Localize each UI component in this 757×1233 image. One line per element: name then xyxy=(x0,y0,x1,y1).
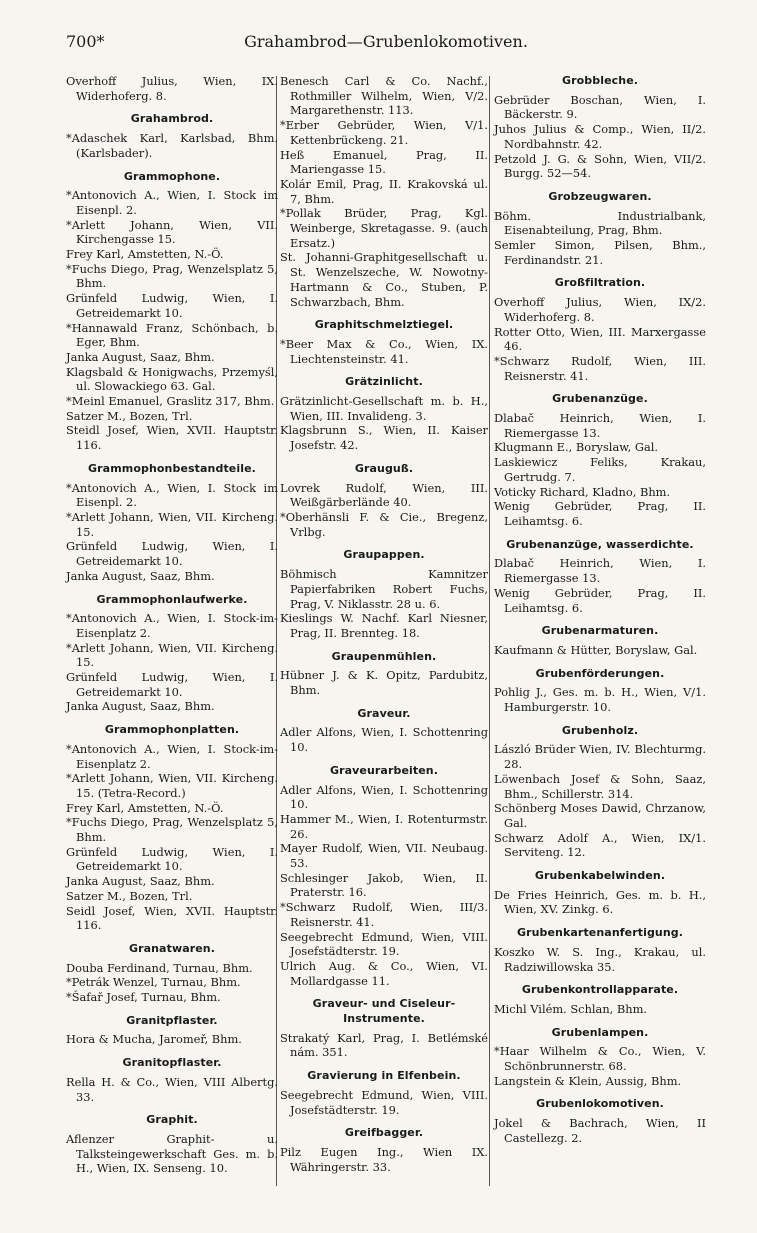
directory-entry: *Antonovich A., Wien, I. Stock im Eisenpl. 2. xyxy=(66,480,278,510)
directory-entry: Böhmisch Kamnitzer Papierfabriken Robert Fuchs, Prag, V. Niklasstr. 28 u. 6. xyxy=(280,567,488,611)
directory-entry: Grünfeld Ludwig, Wien, I. Getreidemarkt 10. xyxy=(66,539,278,569)
section-heading: Grubenarmaturen. xyxy=(541,624,659,638)
directory-entry: Rotter Otto, Wien, III. Marxergasse 46. xyxy=(494,324,706,354)
directory-entry: Seidl Josef, Wien, XVII. Hauptstr. 116. xyxy=(66,903,278,933)
directory-entry: Seegebrecht Edmund, Wien, VIII. Josefstädterstr. 19. xyxy=(280,929,488,959)
directory-entry: Klugmann E., Boryslaw, Gal. xyxy=(494,440,659,455)
directory-entry: Dlabač Heinrich, Wien, I. Riemergasse 13. xyxy=(494,556,706,586)
section-heading: Grubenkabelwinden. xyxy=(534,869,666,883)
directory-entry: Schlesinger Jakob, Wien, II. Praterstr. 16. xyxy=(280,870,488,900)
directory-entry: Seegebrecht Edmund, Wien, VIII. Josefstädterstr. 19. xyxy=(280,1087,488,1117)
section-heading: Grubenförderungen. xyxy=(535,666,665,680)
directory-entry: *Meinl Emanuel, Graslitz 317, Bhm. xyxy=(66,394,275,409)
directory-entry: Frey Karl, Amstetten, N.-Ö. xyxy=(66,247,224,262)
directory-entry: *Fuchs Diego, Prag, Wenzelsplatz 5, Bhm. xyxy=(66,261,278,291)
directory-entry: *Antonovich A., Wien, I. Stock-im-Eisenplatz 2. xyxy=(66,741,278,771)
directory-entry: Janka August, Saaz, Bhm. xyxy=(66,568,215,583)
directory-entry: *Antonovich A., Wien, I. Stock-im-Eisenplatz 2. xyxy=(66,611,278,640)
directory-entry: *Haar Wilhelm & Co., Wien, V. Schönbrunnerstr. 68. xyxy=(494,1044,706,1074)
directory-entry: De Fries Heinrich, Ges. m. b. H., Wien, XV. Zinkg. 6. xyxy=(494,887,706,917)
directory-entry: *Adaschek Karl, Karlsbad, Bhm. (Karlsbader). xyxy=(66,131,278,160)
directory-entry: *Petrák Wenzel, Turnau, Bhm. xyxy=(66,975,241,990)
section-heading: Grubenholz. xyxy=(561,723,639,737)
directory-entry: Schönberg Moses Dawid, Chrzanow, Gal. xyxy=(494,801,706,830)
directory-entry: Löwenbach Josef & Sohn, Saaz, Bhm., Schillerstr. 314. xyxy=(494,771,706,801)
directory-entry: Mayer Rudolf, Wien, VII. Neubaug. 53. xyxy=(280,841,488,871)
directory-entry: *Schwarz Rudolf, Wien, III/3. Reisnerstr. 41. xyxy=(280,900,488,929)
directory-entry: Steidl Josef, Wien, XVII. Hauptstr. 116. xyxy=(66,423,278,453)
section-heading: Grubenanzüge, wasserdichte. xyxy=(506,537,694,551)
section-heading: Grubenanzüge. xyxy=(552,392,648,406)
directory-entry: László Brüder Wien, IV. Blechturmg. 28. xyxy=(494,742,706,772)
section-heading: Grubenlampen. xyxy=(551,1025,649,1039)
section-heading: Granitpflaster. xyxy=(126,1013,218,1027)
section-heading: Graveur. xyxy=(357,706,411,720)
directory-entry: Ulrich Aug. & Co., Wien, VI. Mollardgasse 11. xyxy=(280,958,488,988)
directory-entry: Benesch Carl & Co. Nachf., Rothmiller Wilhelm, Wien, V/2. Margarethenstr. 113. xyxy=(280,74,488,118)
section-heading: Grobbleche. xyxy=(561,74,639,87)
directory-entry: Overhoff Julius, Wien, IX. Widerhoferg. 8. xyxy=(66,74,278,103)
directory-entry: *Schwarz Rudolf, Wien, III. Reisnerstr. 41. xyxy=(494,353,706,383)
directory-entry: *Arlett Johann, Wien, VII. Kirchengasse 15. xyxy=(66,217,278,247)
section-heading: Gravierung in Elfenbein. xyxy=(307,1069,461,1083)
section-heading: Graveur- und Ciseleur-Instrumente. xyxy=(312,997,456,1026)
section-heading: Graupenmühlen. xyxy=(331,649,437,663)
directory-entry: *Beer Max & Co., Wien, IX. Liechtensteinstr. 41. xyxy=(280,336,488,366)
directory-entry: Böhm. Industrialbank, Eisenabteilung, Prag, Bhm. xyxy=(494,208,706,238)
section-heading: Graphit. xyxy=(146,1113,198,1127)
directory-entry: Kaufmann & Hütter, Boryslaw, Gal. xyxy=(494,642,698,657)
directory-entry: *Arlett Johann, Wien, VII. Kircheng. 15. xyxy=(66,509,278,539)
directory-entry: Grätzinlicht-Gesellschaft m. b. H., Wien, III. Invalideng. 3. xyxy=(280,394,488,423)
directory-entry: Dlabač Heinrich, Wien, I. Riemergasse 13. xyxy=(494,411,706,440)
directory-entry: Strakatý Karl, Prag, I. Betlémské nám. 351. xyxy=(280,1030,488,1060)
directory-entry: Grünfeld Ludwig, Wien, I. Getreidemarkt 10. xyxy=(66,844,278,874)
directory-entry: Pohlig J., Ges. m. b. H., Wien, V/1. Hamburgerstr. 10. xyxy=(494,685,706,715)
section-heading: Grubenlokomotiven. xyxy=(536,1097,664,1111)
directory-entry: Adler Alfons, Wien, I. Schottenring 10. xyxy=(280,725,488,755)
running-title: Grahambrod—Grubenlokomotiven. xyxy=(244,32,528,51)
directory-entry: *Arlett Johann, Wien, VII. Kircheng. 15. (Tetra-Record.) xyxy=(66,771,278,800)
directory-entry: Langstein & Klein, Aussig, Bhm. xyxy=(494,1073,682,1088)
directory-entry: Voticky Richard, Kladno, Bhm. xyxy=(494,484,671,499)
directory-entry: *Šafař Josef, Turnau, Bhm. xyxy=(66,990,221,1005)
directory-entry: *Oberhänsli F. & Cie., Bregenz, Vrlbg. xyxy=(280,509,488,539)
section-heading: Grätzinlicht. xyxy=(345,375,423,389)
directory-entry: Janka August, Saaz, Bhm. xyxy=(66,699,215,714)
directory-entry: *Erber Gebrüder, Wien, V/1. Kettenbrückeng. 21. xyxy=(280,118,488,147)
section-heading: Granatwaren. xyxy=(128,941,216,955)
section-heading: Grammophone. xyxy=(123,169,221,183)
page-header xyxy=(66,32,706,56)
directory-entry: Heß Emanuel, Prag, II. Mariengasse 15. xyxy=(280,147,488,177)
directory-entry: Laskiewicz Feliks, Krakau, Gertrudg. 7. xyxy=(494,455,706,484)
directory-entry: Grünfeld Ludwig, Wien, I. Getreidemarkt 10. xyxy=(66,291,278,320)
directory-entry: Douba Ferdinand, Turnau, Bhm. xyxy=(66,960,253,975)
directory-entry: *Fuchs Diego, Prag, Wenzelsplatz 5, Bhm. xyxy=(66,815,278,845)
directory-entry: Janka August, Saaz, Bhm. xyxy=(66,874,215,889)
section-heading: Graphitschmelztiegel. xyxy=(314,318,454,332)
directory-entry: Frey Karl, Amstetten, N.-Ö. xyxy=(66,800,224,815)
directory-entry: Pilz Eugen Ing., Wien IX. Währingerstr. 33. xyxy=(280,1145,488,1174)
section-heading: Grammophonbestandteile. xyxy=(88,461,256,475)
section-heading: Grubenkontrollapparate. xyxy=(521,983,679,997)
section-heading: Grammophonplatten. xyxy=(104,723,240,737)
directory-entry: Semler Simon, Pilsen, Bhm., Ferdinandstr. 21. xyxy=(494,238,706,267)
column-2 xyxy=(280,74,488,1174)
section-heading: Graupappen. xyxy=(343,548,425,562)
directory-entry: Kieslings W. Nachf. Karl Niesner, Prag, II. Brennteg. 18. xyxy=(280,611,488,640)
directory-entry: Kolár Emil, Prag, II. Krakovská ul. 7, Bhm. xyxy=(280,176,488,206)
directory-entry: Wenig Gebrüder, Prag, II. Leihamtsg. 6. xyxy=(494,585,706,615)
section-heading: Graveurarbeiten. xyxy=(329,763,439,777)
column-1 xyxy=(66,74,278,1176)
directory-entry: *Antonovich A., Wien, I. Stock im Eisenpl. 2. xyxy=(66,188,278,217)
directory-entry: Aflenzer Graphit- u. Talksteingewerkschaft Ges. m. b. H., Wien, IX. Senseng. 10. xyxy=(66,1132,278,1176)
directory-entry: Petzold J. G. & Sohn, Wien, VII/2. Burgg. 52—54. xyxy=(494,151,706,181)
directory-entry: Koszko W. S. Ing., Krakau, ul. Radziwillowska 35. xyxy=(494,944,706,974)
directory-entry: Schwarz Adolf A., Wien, IX/1. Serviteng. 12. xyxy=(494,830,706,860)
directory-entry: *Pollak Brüder, Prag, Kgl. Weinberge, Skretagasse. 9. (auch Ersatz.) xyxy=(280,206,488,250)
directory-entry: Satzer M., Bozen, Trl. xyxy=(66,888,193,903)
directory-entry: Michl Vilém. Schlan, Bhm. xyxy=(494,1001,648,1016)
directory-entry: Klagsbald & Honigwachs, Przemyśl, ul. Slowackiego 63. Gal. xyxy=(66,364,278,394)
directory-entry: Hammer M., Wien, I. Rotenturmstr. 26. xyxy=(280,811,488,841)
directory-entry: Juhos Julius & Comp., Wien, II/2. Nordbahnstr. 42. xyxy=(494,122,706,151)
column-divider xyxy=(489,76,490,1186)
directory-entry: Jokel & Bachrach, Wien, II Castellezg. 2. xyxy=(494,1116,706,1145)
directory-entry: St. Johanni-Graphitgesellschaft u. St. Wenzelszeche, W. Nowotny-Hartmann & Co., Stuben, P. Schwarzbach, Bhm. xyxy=(280,250,488,309)
directory-entry: Overhoff Julius, Wien, IX/2. Widerhoferg. 8. xyxy=(494,295,706,324)
directory-entry: Lovrek Rudolf, Wien, III. Weißgärberlände 40. xyxy=(280,480,488,510)
page-number: 700* xyxy=(66,32,105,51)
directory-entry: Grünfeld Ludwig, Wien, I. Getreidemarkt 10. xyxy=(66,670,278,699)
section-heading: Grubenkartenanfertigung. xyxy=(516,926,684,940)
section-heading: Grahambrod. xyxy=(130,112,214,126)
section-heading: Grobzeugwaren. xyxy=(548,189,652,203)
section-heading: Grammophonlaufwerke. xyxy=(96,592,248,606)
directory-entry: Hübner J. & K. Opitz, Pardubitz, Bhm. xyxy=(280,668,488,698)
directory-entry: Satzer M., Bozen, Trl. xyxy=(66,408,193,423)
directory-entry: *Hannawald Franz, Schönbach, b. Eger, Bhm. xyxy=(66,320,278,350)
section-heading: Granitopflaster. xyxy=(122,1056,222,1070)
directory-entry: Janka August, Saaz, Bhm. xyxy=(66,349,215,364)
directory-entry: Wenig Gebrüder, Prag, II. Leihamtsg. 6. xyxy=(494,499,706,528)
section-heading: Greifbagger. xyxy=(344,1126,424,1140)
section-heading: Grauguß. xyxy=(354,461,414,475)
section-heading: Großfiltration. xyxy=(554,276,646,290)
directory-entry: Klagsbrunn S., Wien, II. Kaiser Josefstr. 42. xyxy=(280,423,488,453)
column-3 xyxy=(494,74,706,1146)
directory-entry: Rella H. & Co., Wien, VIII Albertg. 33. xyxy=(66,1074,278,1104)
directory-entry: *Arlett Johann, Wien, VII. Kircheng. 15. xyxy=(66,640,278,670)
directory-entry: Gebrüder Boschan, Wien, I. Bäckerstr. 9. xyxy=(494,92,706,122)
directory-entry: Adler Alfons, Wien, I. Schottenring 10. xyxy=(280,782,488,812)
directory-entry: Hora & Mucha, Jaromeř, Bhm. xyxy=(66,1032,242,1047)
